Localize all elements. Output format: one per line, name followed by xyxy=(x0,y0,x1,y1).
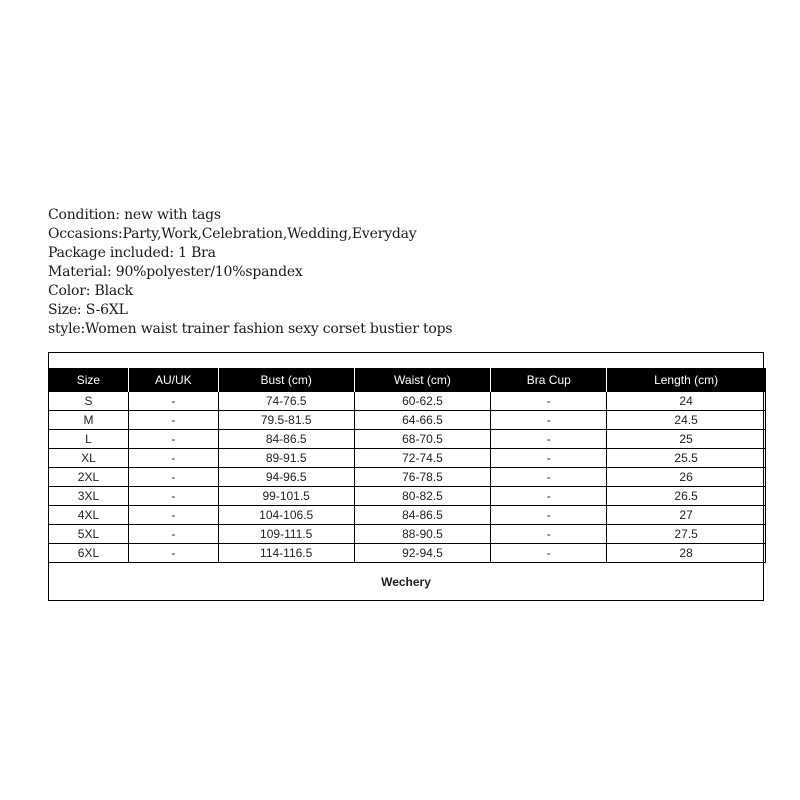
cell-size: XL xyxy=(49,449,129,468)
description-line-condition: Condition: new with tags xyxy=(48,207,221,223)
cell-bra-cup: - xyxy=(491,544,607,563)
cell-bust: 84-86.5 xyxy=(218,430,354,449)
cell-size: 5XL xyxy=(49,525,129,544)
header-au-uk: AU/UK xyxy=(128,368,218,392)
header-bust: Bust (cm) xyxy=(218,368,354,392)
cell-length: 25 xyxy=(607,430,766,449)
cell-bust: 104-106.5 xyxy=(218,506,354,525)
cell-waist: 88-90.5 xyxy=(354,525,491,544)
cell-length: 25.5 xyxy=(607,449,766,468)
cell-au-uk: - xyxy=(128,544,218,563)
cell-bust: 99-101.5 xyxy=(218,487,354,506)
cell-au-uk: - xyxy=(128,411,218,430)
table-row xyxy=(49,411,766,430)
header-length: Length (cm) xyxy=(607,368,766,392)
cell-bust: 79.5-81.5 xyxy=(218,411,354,430)
cell-size: M xyxy=(49,411,129,430)
cell-size: S xyxy=(49,392,129,411)
cell-waist: 60-62.5 xyxy=(354,392,491,411)
product-description xyxy=(48,206,452,339)
cell-length: 26.5 xyxy=(607,487,766,506)
cell-bra-cup: - xyxy=(491,506,607,525)
description-line-color: Color: Black xyxy=(48,283,133,299)
table-row xyxy=(49,430,766,449)
cell-size: 3XL xyxy=(49,487,129,506)
cell-bra-cup: - xyxy=(491,468,607,487)
cell-bra-cup: - xyxy=(491,392,607,411)
description-line-size: Size: S-6XL xyxy=(48,302,128,318)
cell-size: L xyxy=(49,430,129,449)
size-chart xyxy=(48,352,764,601)
cell-length: 26 xyxy=(607,468,766,487)
cell-bra-cup: - xyxy=(491,411,607,430)
cell-au-uk: - xyxy=(128,468,218,487)
table-row xyxy=(49,506,766,525)
cell-bust: 89-91.5 xyxy=(218,449,354,468)
cell-waist: 92-94.5 xyxy=(354,544,491,563)
cell-bra-cup: - xyxy=(491,487,607,506)
table-row xyxy=(49,449,766,468)
table-row xyxy=(49,392,766,411)
cell-waist: 84-86.5 xyxy=(354,506,491,525)
cell-au-uk: - xyxy=(128,449,218,468)
cell-length: 27 xyxy=(607,506,766,525)
cell-waist: 72-74.5 xyxy=(354,449,491,468)
header-bra-cup: Bra Cup xyxy=(491,368,607,392)
cell-au-uk: - xyxy=(128,525,218,544)
cell-length: 27.5 xyxy=(607,525,766,544)
cell-bust: 74-76.5 xyxy=(218,392,354,411)
table-row xyxy=(49,468,766,487)
cell-au-uk: - xyxy=(128,392,218,411)
cell-au-uk: - xyxy=(128,487,218,506)
description-line-material: Material: 90%polyester/10%spandex xyxy=(48,264,303,280)
cell-waist: 64-66.5 xyxy=(354,411,491,430)
cell-size: 4XL xyxy=(49,506,129,525)
cell-length: 24.5 xyxy=(607,411,766,430)
cell-waist: 76-78.5 xyxy=(354,468,491,487)
table-row xyxy=(49,544,766,563)
cell-length: 28 xyxy=(607,544,766,563)
cell-size: 2XL xyxy=(49,468,129,487)
description-line-occasions: Occasions:Party,Work,Celebration,Wedding,Everyday xyxy=(48,226,417,242)
cell-au-uk: - xyxy=(128,506,218,525)
cell-waist: 80-82.5 xyxy=(354,487,491,506)
cell-bra-cup: - xyxy=(491,430,607,449)
cell-bra-cup: - xyxy=(491,525,607,544)
cell-bust: 94-96.5 xyxy=(218,468,354,487)
header-size: Size xyxy=(49,368,129,392)
table-row xyxy=(49,525,766,544)
cell-size: 6XL xyxy=(49,544,129,563)
header-waist: Waist (cm) xyxy=(354,368,491,392)
description-line-style: style:Women waist trainer fashion sexy corset bustier tops xyxy=(48,321,453,337)
cell-au-uk: - xyxy=(128,430,218,449)
brand-name: Wechery xyxy=(381,575,431,589)
size-table xyxy=(48,368,766,563)
description-line-package: Package included: 1 Bra xyxy=(48,245,216,261)
cell-waist: 68-70.5 xyxy=(354,430,491,449)
table-row xyxy=(49,487,766,506)
cell-bra-cup: - xyxy=(491,449,607,468)
cell-length: 24 xyxy=(607,392,766,411)
cell-bust: 114-116.5 xyxy=(218,544,354,563)
table-header-row xyxy=(49,368,766,392)
cell-bust: 109-111.5 xyxy=(218,525,354,544)
